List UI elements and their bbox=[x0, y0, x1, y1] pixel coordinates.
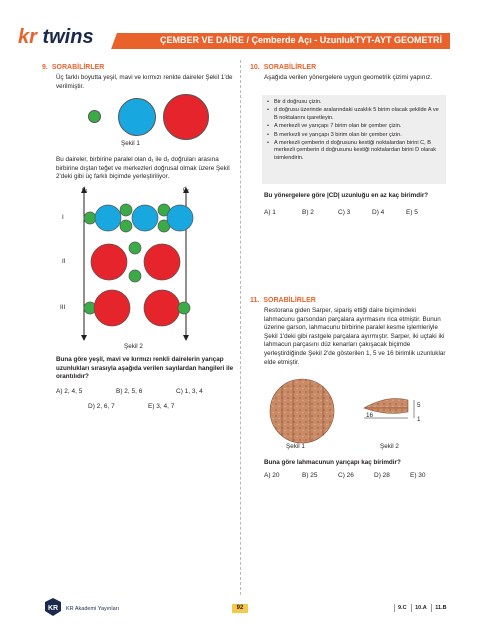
green-circle bbox=[88, 110, 101, 123]
footer-logo-icon bbox=[44, 597, 62, 617]
arrow-d2-bottom bbox=[183, 335, 189, 341]
lahmacun-piece-top bbox=[364, 399, 408, 408]
q10-rule-5: • A merkezli çemberin d doğrusunu kestiği noktalardan birini C, B merkezli çemberin d doğrusunu kestiği noktalardan birini D olarak isimlendirin. bbox=[267, 140, 441, 162]
q9-figure2 bbox=[56, 186, 236, 344]
row1-blue-1 bbox=[95, 205, 121, 231]
grade-3: 11.B bbox=[431, 604, 449, 612]
q10-question: Bu yönergelere göre |CD| uzunluğu en az kaç birimdir? bbox=[264, 192, 429, 199]
footer-grades bbox=[394, 604, 450, 612]
column-divider bbox=[240, 60, 241, 595]
lahmacun-whole bbox=[270, 379, 334, 443]
q10-option-a[interactable]: A) 1 bbox=[264, 209, 276, 216]
q11-option-b[interactable]: B) 25 bbox=[302, 472, 318, 479]
row2-red-right bbox=[144, 244, 180, 280]
publisher-logo: kr twins bbox=[18, 26, 94, 48]
row-label-ii: II bbox=[62, 258, 66, 265]
dim-label-16: 16 bbox=[366, 412, 374, 419]
dim-label-5: 5 bbox=[417, 402, 421, 409]
q10-option-d[interactable]: D) 4 bbox=[372, 209, 385, 216]
row1-green-bottom bbox=[120, 220, 132, 232]
header-title: ÇEMBER VE DAİRE / Çemberde Açı - Uzunluk bbox=[160, 35, 355, 45]
row3-green-right bbox=[178, 302, 190, 314]
q10-instructions-box bbox=[262, 95, 446, 184]
q9-heading: 9. SORABİLİRLER bbox=[42, 64, 105, 71]
blue-circle bbox=[118, 98, 156, 136]
q9-question: Buna göre yeşil, mavi ve kırmızı renkli dairelerin yarıçap uzunlukları sırasıyla aşağıda verilen sayılardan hangileri ile orantılıdır? bbox=[56, 356, 234, 381]
grade-2: 10.A bbox=[411, 604, 430, 612]
q11-heading: 11. SORABİLİRLER bbox=[250, 297, 316, 304]
q9-option-d[interactable]: D) 2, 6, 7 bbox=[88, 403, 115, 410]
q9-body: Bu daireler, birbirine paralel olan d₁ ile d₂ doğruları arasına birbirine dıştan teğet ve merkezleri doğrusal olmak üzere Şekil 2'deki gibi üç farklı biçimde yerleştiriliyor. bbox=[56, 156, 230, 181]
q11-figure2-label: Şekil 2 bbox=[380, 443, 399, 450]
q9-option-c[interactable]: C) 1, 3, 4 bbox=[176, 388, 203, 395]
row-label-i: I bbox=[62, 214, 64, 221]
q10-option-c[interactable]: C) 3 bbox=[338, 209, 351, 216]
q9-option-e[interactable]: E) 3, 4, 7 bbox=[148, 403, 175, 410]
q10-rule-1: • Bir d doğrusu çizin. bbox=[267, 99, 441, 106]
q9-figure1-label: Şekil 1 bbox=[121, 140, 140, 147]
label-d2: d₂ bbox=[183, 186, 189, 193]
q10-rule-4: • B merkezli ve yarıçapı 3 birim olan bir çember çizin. bbox=[267, 132, 441, 139]
q10-rule-3: • A merkezli ve yarıçapı 7 birim olan bir çember çizin. bbox=[267, 123, 441, 130]
q11-figure1-label: Şekil 1 bbox=[286, 443, 305, 450]
footer-publisher: KR Akademi Yayınları bbox=[66, 606, 119, 612]
label-d1: d₁ bbox=[82, 186, 88, 193]
row1-green-left bbox=[84, 212, 96, 224]
row1-blue-2 bbox=[132, 205, 158, 231]
dim-label-1: 1 bbox=[417, 416, 421, 423]
page-number: 92 bbox=[232, 604, 248, 613]
svg-text:KR: KR bbox=[47, 605, 59, 612]
q11-option-e[interactable]: E) 30 bbox=[410, 472, 426, 479]
q11-option-c[interactable]: C) 26 bbox=[338, 472, 354, 479]
q10-option-b[interactable]: B) 2 bbox=[302, 209, 314, 216]
q10-intro: Aşağıda verilen yönergelere uygun geometrik çizimi yapınız. bbox=[264, 74, 433, 81]
header-subject: TYT-AYT GEOMETRİ bbox=[354, 35, 442, 45]
q9-intro: Üç farklı boyutta yeşil, mavi ve kırmızı renkte daireler Şekil 1'de verilmiştir. bbox=[56, 74, 233, 90]
row1-blue-3 bbox=[167, 205, 193, 231]
row-label-iii: III bbox=[60, 304, 66, 311]
row2-red-left bbox=[91, 244, 127, 280]
q11-body: Restorana giden Sarper, sipariş ettiği daire biçimindeki lahmacunu garsondan parçalara ayırmasını rica etmiştir. Bunun üzerine garson, lahmacunu birbirine paralel kesme işlemleriyle Şekil 1'deki gibi rastgele parçalara ayırmıştır. Sarper, iki uçtaki iki lahmacun parçasını düz kenarları çakışacak biçimde yerleştirdiğinde Şekil 2'de gösterilen 1, 5 ve 16 birimlik uzunluklar elde etmiştir. bbox=[264, 307, 446, 366]
row3-red-right bbox=[144, 290, 180, 326]
q10-heading: 10. SORABİLİRLER bbox=[250, 64, 317, 71]
q9-figure2-label: Şekil 2 bbox=[124, 343, 143, 350]
row1-green-top bbox=[120, 204, 132, 216]
row2-green-bottom bbox=[129, 270, 141, 282]
grade-1: 9.C bbox=[394, 604, 410, 612]
q9-option-b[interactable]: B) 2, 5, 6 bbox=[116, 388, 143, 395]
q11-question: Buna göre lahmacunun yarıçapı kaç birimdir? bbox=[264, 459, 401, 466]
q9-option-a[interactable]: A) 2, 4, 5 bbox=[56, 388, 83, 395]
arrow-d1-bottom bbox=[81, 335, 87, 341]
q10-option-e[interactable]: E) 5 bbox=[406, 209, 418, 216]
q11-figures bbox=[268, 378, 448, 446]
q10-rule-2: • d doğrusu üzerinde aralarındaki uzaklık 5 birim olacak şekilde A ve B noktalarını işaretleyin. bbox=[267, 107, 441, 122]
q11-option-a[interactable]: A) 20 bbox=[264, 472, 280, 479]
q11-option-d[interactable]: D) 28 bbox=[374, 472, 390, 479]
row3-red-left bbox=[94, 290, 130, 326]
red-circle bbox=[163, 94, 209, 140]
row2-green-top bbox=[129, 242, 141, 254]
